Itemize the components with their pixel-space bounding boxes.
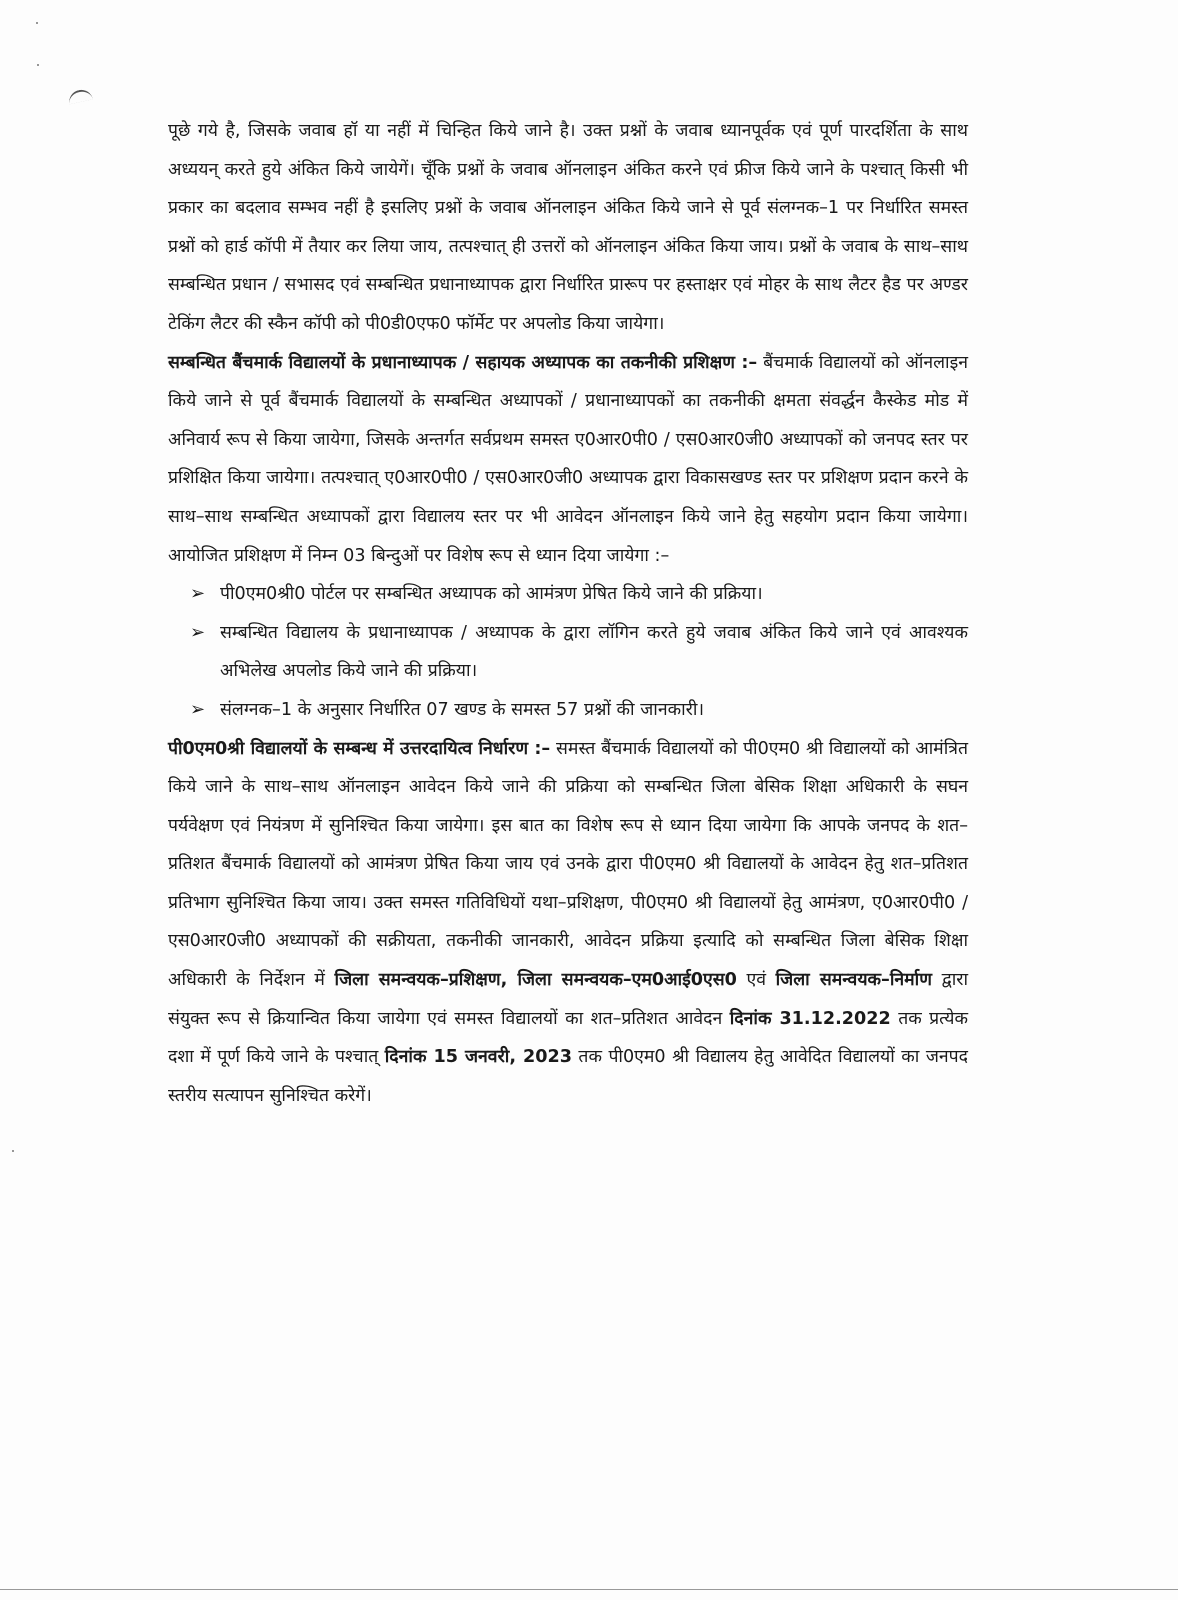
arrow-bullet-icon: ➢ xyxy=(190,621,206,643)
section-heading-training: सम्बन्धित बैंचमार्क विद्यालयों के प्रधानाध्यापक / सहायक अध्यापक का तकनीकी प्रशिक्षण :– xyxy=(168,352,758,373)
scan-speck xyxy=(37,64,39,66)
document-body xyxy=(168,112,968,1115)
arrow-bullet-icon: ➢ xyxy=(190,583,206,605)
responsibility-text: द्वारा संयुक्त रूप से क्रियान्वित किया जायेगा एवं समस्त विद्यालयों का शत–प्रतिशत आवेदन xyxy=(168,970,969,1029)
paragraph-training xyxy=(168,344,968,576)
responsibility-text: तक प्रत्येक दशा में पूर्ण किये जाने के पश्चात् xyxy=(168,1008,968,1068)
scan-speck xyxy=(12,1150,14,1152)
responsibility-text: एवं xyxy=(736,970,776,991)
page-bottom-edge xyxy=(0,1589,1178,1590)
paragraph-responsibility xyxy=(168,730,968,1116)
responsibility-text: समस्त बैंचमार्क विद्यालयों को पी0एम0 श्री विद्यालयों को आमंत्रित किये जाने के साथ–साथ ऑनलाइन आवेदन किये जाने की प्रक्रिया को सम्बन्धित जिला बेसिक शिक्षा अधिकारी के सघन पर्यवेक्षण एवं नियंत्रण में सुनिश्चित किया जायेगा। इस बात का विशेष रूप से ध्यान दिया जायेगा कि आपके जनपद के शत–प्रतिशत बैंचमार्क विद्यालयों को आमंत्रण प्रेषित किया जाय एवं उनके द्वारा पी0एम0 श्री विद्यालयों के आवेदन हेतु शत–प्रतिशत प्रतिभाग सुनिश्चित किया जाय। उक्त समस्त गतिविधियों यथा–प्रशिक्षण, पी0एम0 श्री विद्यालयों हेतु आमंत्रण, ए0आर0पी0 / एस0आर0जी0 अध्यापकों की सक्रीयता, तकनीकी जानकारी, आवेदन प्रक्रिया इत्यादि को सम्बन्धित जिला बेसिक शिक्षा अधिकारी के निर्देशन में xyxy=(168,738,969,991)
training-points-list xyxy=(168,575,968,729)
arrow-bullet-icon: ➢ xyxy=(190,698,206,720)
list-item-text: संलग्नक–1 के अनुसार निर्धारित 07 खण्ड के समस्त 57 प्रश्नों की जानकारी। xyxy=(220,699,705,720)
training-body: बैंचमार्क विद्यालयों को ऑनलाइन किये जाने से पूर्व बैंचमार्क विद्यालयों के सम्बन्धित अध्यापकों / प्रधानाध्यापकों का तकनीकी क्षमता संवर्द्धन कैस्केड मोड में अनिवार्य रूप से किया जायेगा, जिसके अन्तर्गत सर्वप्रथम समस्त ए0आर0पी0 / एस0आर0जी0 अध्यापकों को जनपद स्तर पर प्रशिक्षित किया जायेगा। तत्पश्चात् ए0आर0पी0 / एस0आर0जी0 अध्यापक द्वारा विकासखण्ड स्तर पर प्रशिक्षण प्रदान करने के साथ–साथ सम्बन्धित अध्यापकों द्वारा विद्यालय स्तर पर भी आवेदन ऑनलाइन किये जाने हेतु सहयोग प्रदान किया जायेगा। आयोजित प्रशिक्षण में निम्न 03 बिन्दुओं पर विशेष रूप से ध्यान दिया जायेगा :– xyxy=(168,352,968,566)
deadline-date: दिनांक 31.12.2022 xyxy=(729,1008,891,1029)
section-heading-responsibility: पी0एम0श्री विद्यालयों के सम्बन्ध में उत्तरदायित्व निर्धारण :– xyxy=(168,738,551,759)
construction-coordinator: जिला समन्वयक–निर्माण xyxy=(775,970,932,991)
list-item-text: सम्बन्धित विद्यालय के प्रधानाध्यापक / अध्यापक के द्वारा लॉगिन करते हुये जवाब अंकित किये जाने एवं आवश्यक अभिलेख अपलोड किये जाने की प्रक्रिया। xyxy=(220,622,968,682)
list-item xyxy=(168,691,968,730)
responsibility-text: तक पी0एम0 श्री विद्यालय हेतु आवेदित विद्यालयों का जनपद स्तरीय सत्यापन सुनिश्चित करेगें। xyxy=(168,1047,968,1106)
district-coordinators: जिला समन्वयक–प्रशिक्षण, जिला समन्वयक–एम0आई0एस0 xyxy=(334,970,737,991)
paragraph-undertaking: पूछे गये है, जिसके जवाब हॉ या नहीं में चिन्हित किये जाने है। उक्त प्रश्नों के जवाब ध्यानपूर्वक एवं पूर्ण पारदर्शिता के साथ अध्ययन् करते हुये अंकित किये जायेगें। चूँकि प्रश्नों के जवाब ऑनलाइन अंकित करने एवं फ्रीज किये जाने के पश्चात् किसी भी प्रकार का बदलाव सम्भव नहीं है इसलिए प्रश्नों के जवाब ऑनलाइन अंकित किये जाने से पूर्व संलग्नक–1 पर निर्धारित समस्त प्रश्नों को हार्ड कॉपी में तैयार कर लिया जाय, तत्पश्चात् ही उत्तरों को ऑनलाइन अंकित किया जाय। प्रश्नों के जवाब के साथ–साथ सम्बन्धित प्रधान / सभासद एवं सम्बन्धित प्रधानाध्यापक द्वारा निर्धारित प्रारूप पर हस्ताक्षर एवं मोहर के साथ लैटर हैड पर अण्डर टेकिंग लैटर की स्कैन कॉपी को पी0डी0एफ0 फॉर्मेट पर अपलोड किया जायेगा। xyxy=(168,121,968,334)
list-item-text: पी0एम0श्री0 पोर्टल पर सम्बन्धित अध्यापक को आमंत्रण प्रेषित किये जाने की प्रक्रिया। xyxy=(220,584,763,605)
list-item xyxy=(168,575,968,614)
scan-speck xyxy=(36,22,38,24)
scan-artifact xyxy=(67,88,93,105)
verification-date: दिनांक 15 जनवरी, 2023 xyxy=(384,1047,572,1068)
list-item xyxy=(168,614,968,691)
